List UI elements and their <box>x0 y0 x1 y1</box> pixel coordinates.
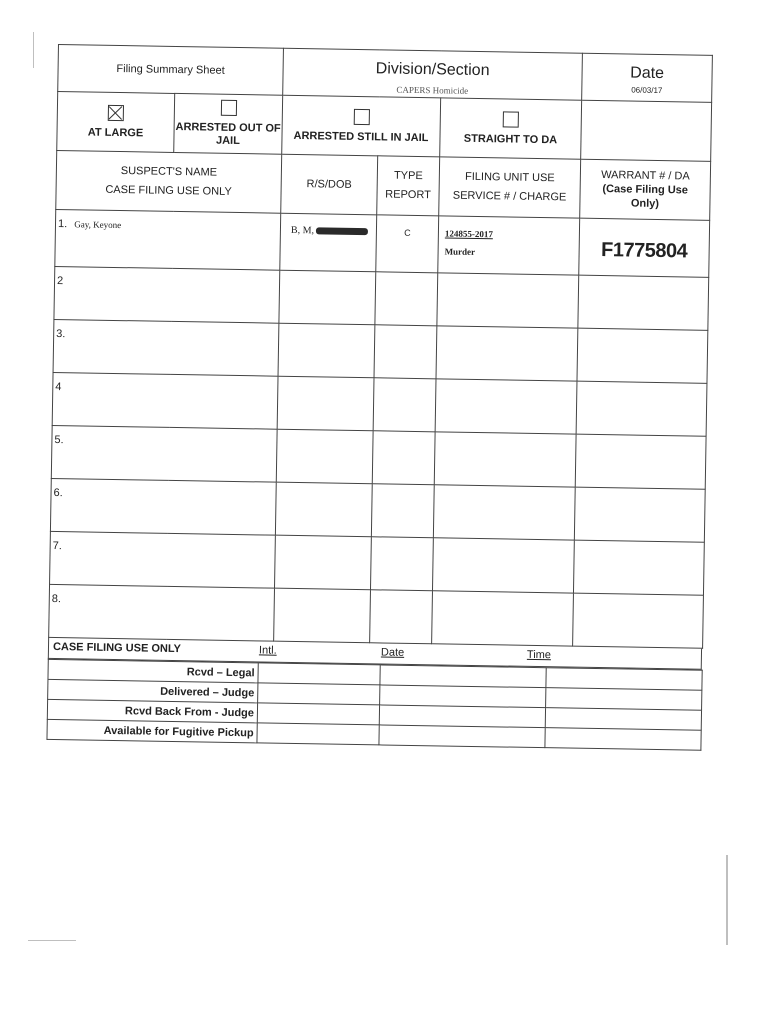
service-charge-cell[interactable] <box>433 485 575 540</box>
row-number: 5. <box>54 433 64 447</box>
row-number: 2 <box>56 275 64 288</box>
footer-date-cell[interactable] <box>379 725 545 748</box>
footer-col-time: Time <box>526 648 552 662</box>
rsdob-cell[interactable] <box>275 482 372 537</box>
row-number: 4 <box>55 381 62 394</box>
suspect-name-cell[interactable] <box>50 531 276 588</box>
warrant-cell[interactable] <box>579 218 710 277</box>
type-report-cell[interactable] <box>370 537 433 591</box>
row-number: 8. <box>51 592 62 606</box>
warrant-number-value: F1775804 <box>600 239 688 263</box>
service-charge-cell[interactable] <box>434 432 576 487</box>
type-header-line2: REPORT <box>385 188 431 202</box>
row-number: 6. <box>53 486 63 500</box>
service-charge-cell[interactable] <box>432 591 574 646</box>
date-label: Date <box>630 64 665 83</box>
status-label: ARRESTED OUT OF JAIL <box>175 120 281 148</box>
footer-time-cell[interactable] <box>546 688 702 711</box>
suspect-name-header-line2: CASE FILING USE ONLY <box>105 183 232 198</box>
footer-row-label: Delivered – Judge <box>48 679 258 702</box>
warrant-header-line1: WARRANT # / DA <box>601 169 690 183</box>
type-report-cell[interactable] <box>374 325 437 379</box>
suspect-name-cell[interactable] <box>52 372 278 429</box>
rsdob-cell[interactable] <box>279 270 376 325</box>
status-label: STRAIGHT TO DA <box>463 132 558 146</box>
type-report-cell[interactable] <box>371 484 434 538</box>
service-charge-cell[interactable] <box>438 216 580 275</box>
footer-time-cell[interactable] <box>545 728 701 751</box>
scan-mark-bottom <box>28 940 76 941</box>
rsdob-cell[interactable] <box>274 588 371 643</box>
status-label: ARRESTED STILL IN JAIL <box>293 129 429 144</box>
division-section-value: CAPERS Homicide <box>396 84 469 96</box>
filing-unit-header <box>439 157 581 218</box>
checkbox-icon[interactable] <box>353 108 369 124</box>
status-at-large[interactable] <box>57 92 175 153</box>
redaction-mark <box>316 227 368 235</box>
status-empty-cell <box>581 100 712 161</box>
form-title: Filing Summary Sheet <box>58 45 284 96</box>
suspect-name-cell[interactable] <box>51 425 277 482</box>
rsdob-header: R/S/DOB <box>281 154 378 215</box>
checkbox-icon[interactable] <box>220 100 236 116</box>
footer-col-intl: Intl. <box>258 644 277 657</box>
warrant-cell[interactable] <box>577 328 708 383</box>
warrant-header <box>580 159 711 220</box>
service-charge-cell[interactable] <box>437 273 579 328</box>
footer-time-cell[interactable] <box>546 668 702 691</box>
footer-col-date: Date <box>380 646 405 659</box>
rsdob-value: B, M, <box>290 224 315 237</box>
type-report-cell[interactable] <box>376 215 439 273</box>
footer-date-cell[interactable] <box>379 705 545 728</box>
row-number: 1. <box>57 218 68 231</box>
charge-value: Murder <box>444 246 476 257</box>
warrant-cell[interactable] <box>578 275 709 330</box>
type-report-cell[interactable] <box>372 431 435 485</box>
warrant-cell[interactable] <box>573 593 704 648</box>
status-straight-to-da[interactable] <box>440 98 582 159</box>
suspect-name-cell[interactable] <box>49 584 275 641</box>
footer-time-cell[interactable] <box>545 708 701 731</box>
filing-unit-header-line2: SERVICE # / CHARGE <box>452 189 567 204</box>
checkbox-checked-icon[interactable] <box>108 104 124 120</box>
rsdob-cell[interactable] <box>277 376 374 431</box>
footer-intl-cell[interactable] <box>257 723 379 745</box>
type-header-line1: TYPE <box>393 169 423 183</box>
division-section-label: Division/Section <box>375 60 490 80</box>
division-section-cell <box>283 48 583 100</box>
checkbox-icon[interactable] <box>503 111 519 127</box>
suspect-name-cell[interactable] <box>53 319 279 376</box>
scan-edge-left <box>33 32 34 68</box>
type-report-cell[interactable] <box>375 272 438 326</box>
case-filing-use-only-label: CASE FILING USE ONLY <box>52 641 182 656</box>
rsdob-cell[interactable] <box>276 429 373 484</box>
footer-row-label: Rcvd – Legal <box>48 659 258 682</box>
status-label: AT LARGE <box>87 126 144 139</box>
suspect-name-header <box>56 150 282 213</box>
filing-unit-header-line1: FILING UNIT USE <box>464 170 555 185</box>
type-report-cell[interactable] <box>373 378 436 432</box>
status-arrested-out[interactable] <box>174 93 283 154</box>
rsdob-cell[interactable] <box>278 323 375 378</box>
type-report-value: C <box>404 227 411 238</box>
warrant-header-line2: (Case Filing Use <box>602 183 689 197</box>
service-charge-cell[interactable] <box>432 538 574 593</box>
column-header-row <box>56 150 711 220</box>
suspect-name-header-line1: SUSPECT'S NAME <box>120 165 218 179</box>
filing-summary-form <box>46 44 711 751</box>
suspect-name-cell[interactable] <box>54 266 280 323</box>
date-value: 06/03/17 <box>631 85 663 96</box>
warrant-cell[interactable] <box>574 487 705 542</box>
footer-date-cell[interactable] <box>380 685 546 708</box>
footer-date-cell[interactable] <box>380 665 546 688</box>
row-number: 7. <box>52 539 62 553</box>
service-number-value: 124855-2017 <box>444 228 493 240</box>
case-filing-footer-table <box>46 659 702 751</box>
row-number: 3. <box>56 328 66 341</box>
footer-row-label: Rcvd Back From - Judge <box>47 699 257 722</box>
status-still-in-jail[interactable] <box>282 95 441 157</box>
suspect-name-cell[interactable] <box>55 209 281 270</box>
warrant-cell[interactable] <box>573 540 704 595</box>
status-row <box>57 92 712 162</box>
footer-intl-cell[interactable] <box>257 703 379 725</box>
warrant-header-line3: Only) <box>630 197 660 210</box>
footer-intl-cell[interactable] <box>258 663 380 685</box>
footer-row-label: Available for Fugitive Pickup <box>47 719 257 742</box>
rsdob-cell[interactable] <box>280 213 377 272</box>
suspect-name-cell[interactable] <box>50 478 276 535</box>
scan-edge-right <box>726 855 728 945</box>
service-charge-cell[interactable] <box>436 326 578 381</box>
footer-intl-cell[interactable] <box>258 683 380 705</box>
suspect-name-value: Gay, Keyone <box>74 219 122 231</box>
type-report-header <box>377 156 440 216</box>
type-report-cell[interactable] <box>370 590 433 644</box>
warrant-cell[interactable] <box>576 381 707 436</box>
warrant-cell[interactable] <box>575 434 706 489</box>
service-charge-cell[interactable] <box>435 379 577 434</box>
rsdob-cell[interactable] <box>275 535 372 590</box>
date-cell <box>582 53 713 102</box>
form-table <box>48 44 713 649</box>
